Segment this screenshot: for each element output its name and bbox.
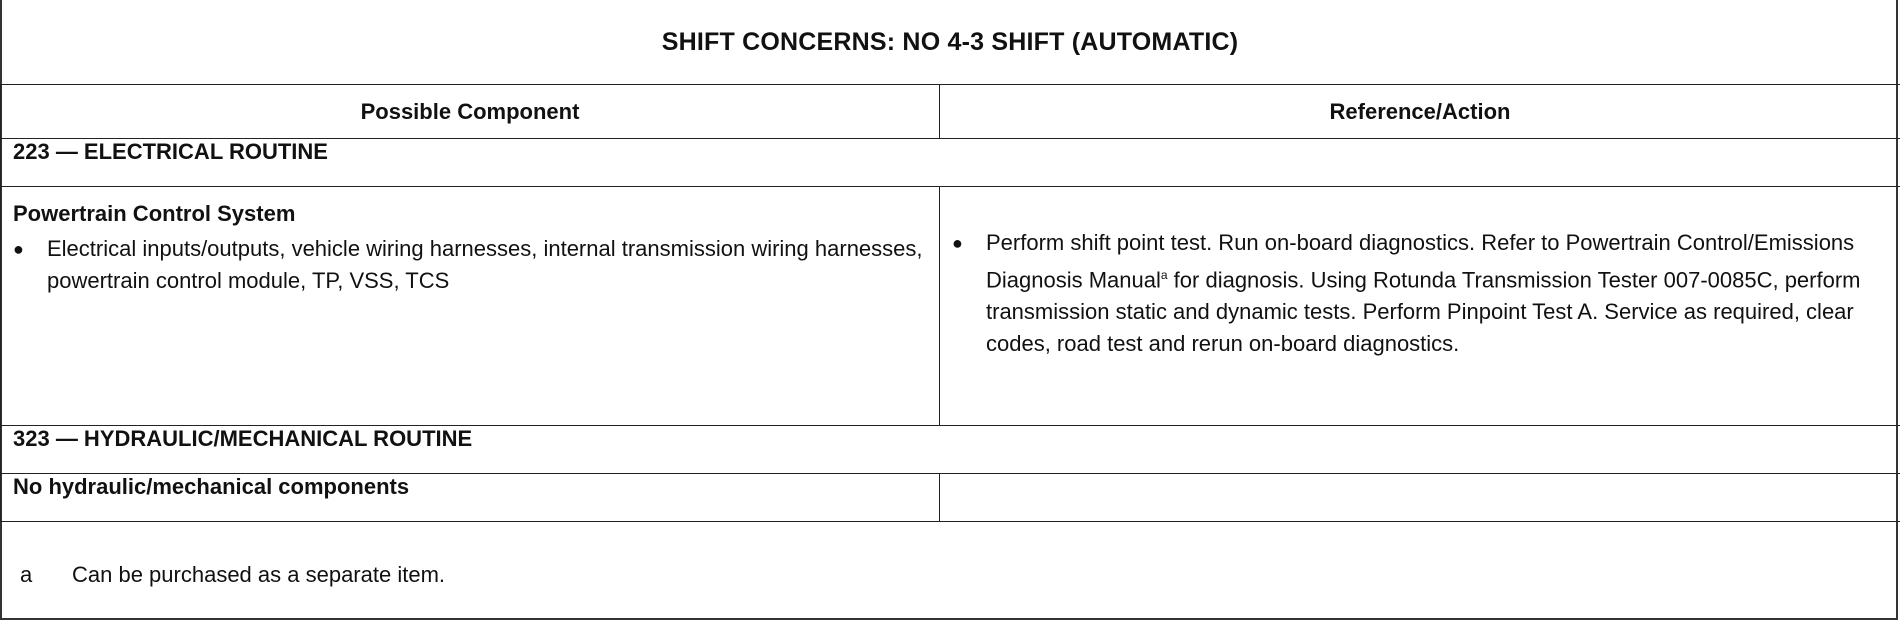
- table-header-row: [1, 85, 1900, 139]
- list-item: [952, 227, 1888, 360]
- section-heading: 323 — HYDRAULIC/MECHANICAL ROUTINE: [1, 426, 1900, 474]
- diagnostic-table: [0, 84, 1900, 522]
- component-bullet-text: Electrical inputs/outputs, vehicle wiring harnesses, internal transmission wiring harnesses, powertrain control module, TP, VSS, TCS: [47, 236, 923, 293]
- footnote-text: Can be purchased as a separate item.: [72, 562, 446, 587]
- reference-cell: [940, 474, 1900, 522]
- column-header-component: Possible Component: [1, 85, 940, 139]
- table-row: [1, 474, 1900, 522]
- bullet-icon: ●: [952, 233, 963, 253]
- footnote: [20, 562, 445, 588]
- page-title: SHIFT CONCERNS: NO 4-3 SHIFT (AUTOMATIC): [661, 27, 1239, 56]
- component-title: Powertrain Control System: [13, 201, 296, 226]
- footnote-mark: a: [20, 562, 33, 587]
- reference-cell: [940, 187, 1900, 426]
- component-cell: [1, 187, 940, 426]
- section-heading: 223 — ELECTRICAL ROUTINE: [1, 139, 1900, 187]
- column-header-reference: Reference/Action: [940, 85, 1900, 139]
- list-item: [13, 233, 927, 297]
- footnote-reference: a: [1160, 268, 1168, 282]
- section-row-hydraulic: [1, 426, 1900, 474]
- table-row: [1, 187, 1900, 426]
- bullet-icon: ●: [13, 239, 24, 259]
- component-cell: No hydraulic/mechanical components: [1, 474, 940, 522]
- section-row-electrical: [1, 139, 1900, 187]
- action-bullet-text: Perform shift point test. Run on-board diagnostics. Refer to Powertrain Control/Emissions Diagnosis Manual$^a$ for diagnosis. Using Rotunda Transmission Tester 007-0085C, perform transmission static and dynamic tests. Perform Pinpoint Test A. Service as required, clear codes, road test and rerun on-board diagnostics.: [986, 230, 1861, 357]
